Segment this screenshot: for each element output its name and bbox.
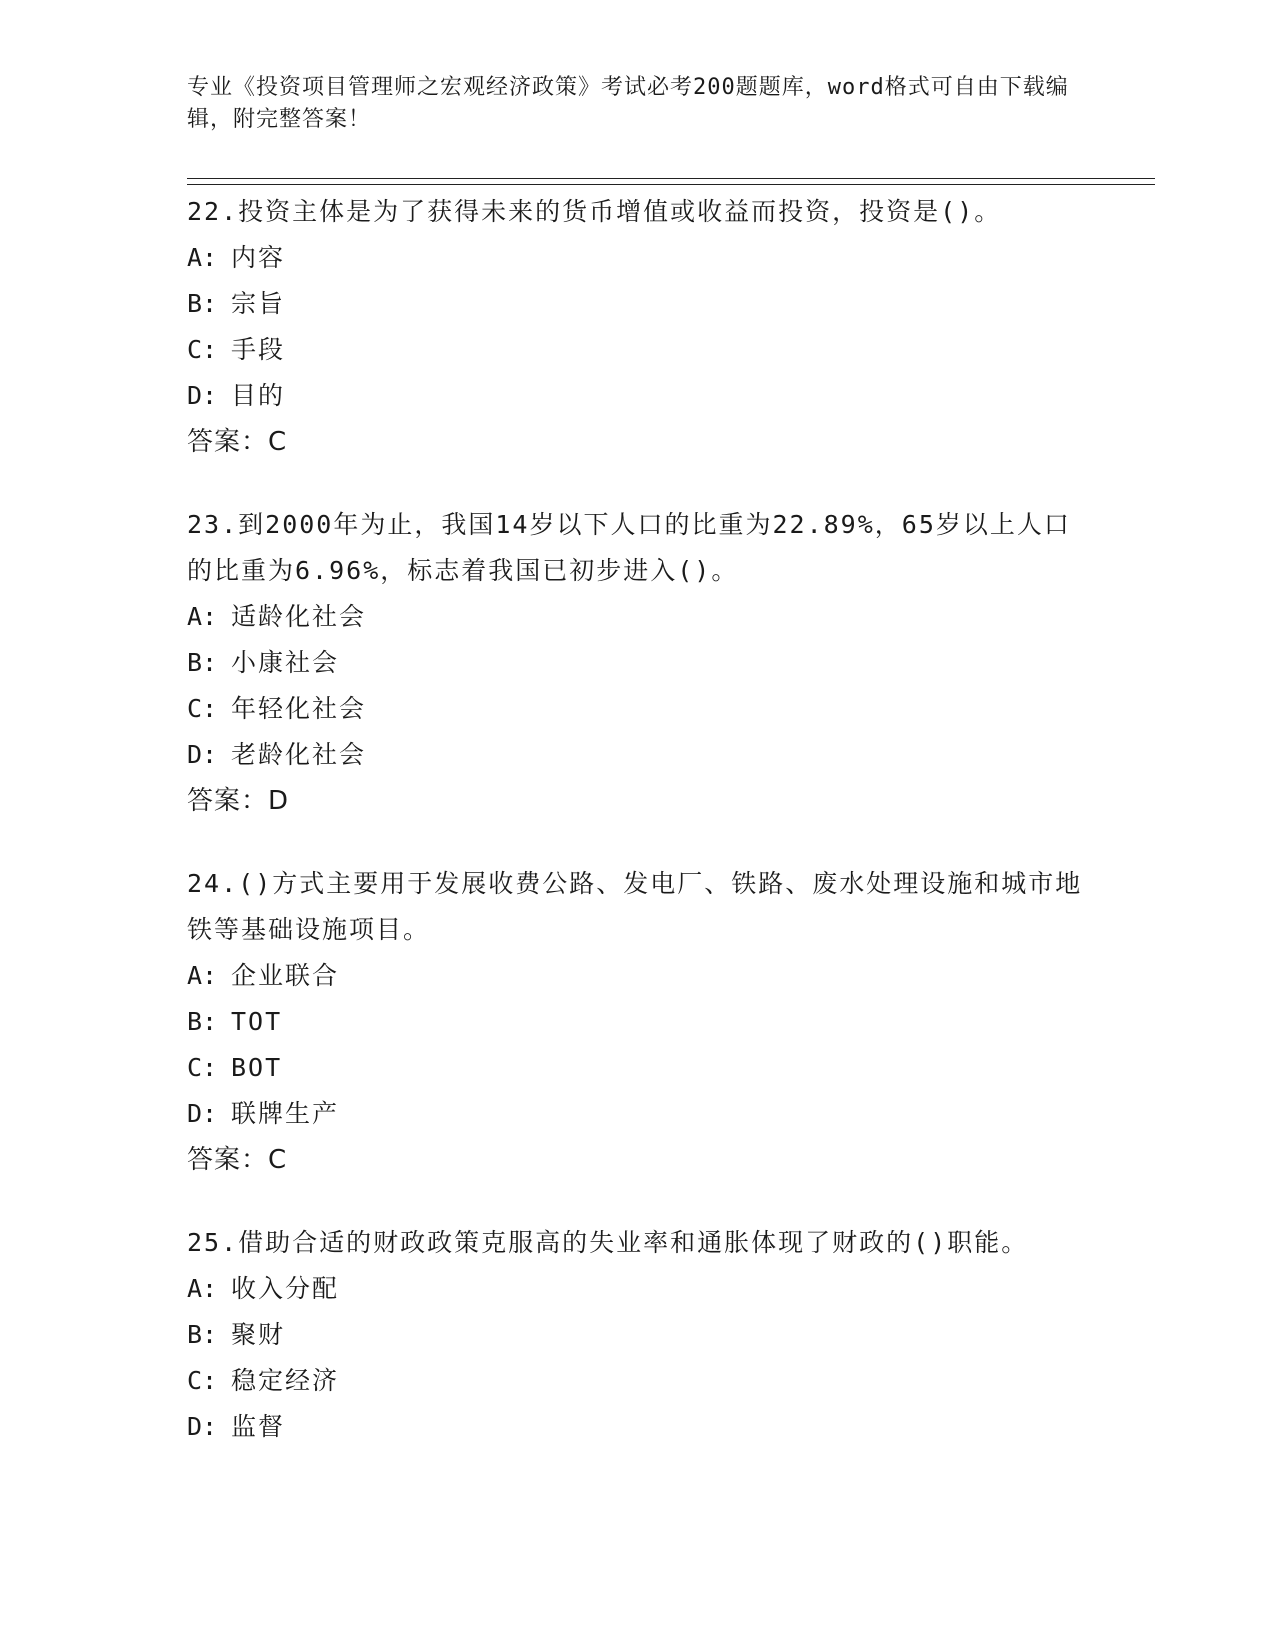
option-text: 年轻化社会: [231, 694, 367, 723]
question-text: 23.到2000年为止，我国14岁以下人口的比重为22.89%，65岁以上人口的比重为6.96%，标志着我国已初步进入()。: [187, 510, 1071, 585]
option-text: 联牌生产: [231, 1099, 340, 1128]
option-text: TOT: [231, 1007, 283, 1036]
option-text: 手段: [231, 335, 286, 364]
option-a: [187, 235, 1087, 281]
option-letter: C:: [187, 1053, 218, 1082]
option-letter: C:: [187, 1366, 218, 1395]
answer-label: 答案：D: [187, 786, 290, 816]
option-text: 适龄化社会: [231, 602, 367, 631]
answer-label: 答案：C: [187, 1145, 288, 1175]
question-25: [187, 1220, 1087, 1450]
question-text: 25.借助合适的财政政策克服高的失业率和通胀体现了财政的()职能。: [187, 1228, 1029, 1257]
option-a: [187, 953, 1087, 999]
option-text: BOT: [231, 1053, 283, 1082]
option-letter: A:: [187, 243, 218, 272]
option-c: [187, 1045, 1087, 1091]
header-rule-bottom: [187, 184, 1155, 185]
question-text: 24.()方式主要用于发展收费公路、发电厂、铁路、废水处理设施和城市地铁等基础设施项目。: [187, 869, 1083, 944]
option-c: [187, 327, 1087, 373]
option-letter: A:: [187, 961, 218, 990]
option-c: [187, 686, 1087, 732]
option-b: [187, 640, 1087, 686]
option-letter: C:: [187, 694, 218, 723]
option-text: 老龄化社会: [231, 740, 367, 769]
question-24: [187, 861, 1087, 1183]
option-a: [187, 594, 1087, 640]
option-d: [187, 1404, 1087, 1450]
option-text: 企业联合: [231, 961, 340, 990]
option-b: [187, 1312, 1087, 1358]
option-text: 宗旨: [231, 289, 286, 318]
option-text: 稳定经济: [231, 1366, 340, 1395]
option-letter: B:: [187, 648, 218, 677]
question-22: [187, 189, 1087, 465]
option-letter: D:: [187, 381, 218, 410]
option-a: [187, 1266, 1087, 1312]
option-letter: D:: [187, 1099, 218, 1128]
question-text: 22.投资主体是为了获得未来的货币增值或收益而投资，投资是()。: [187, 197, 1002, 226]
option-b: [187, 999, 1087, 1045]
option-d: [187, 1091, 1087, 1137]
option-b: [187, 281, 1087, 327]
document-header: 专业《投资项目管理师之宏观经济政策》考试必考200题题库，word格式可自由下载编辑，附完整答案！: [187, 75, 1069, 132]
header-rule-top: [187, 178, 1155, 179]
option-d: [187, 732, 1087, 778]
option-letter: A:: [187, 602, 218, 631]
option-letter: B:: [187, 289, 218, 318]
answer-label: 答案：C: [187, 427, 288, 457]
option-letter: B:: [187, 1320, 218, 1349]
option-letter: D:: [187, 740, 218, 769]
option-c: [187, 1358, 1087, 1404]
question-list: [187, 189, 1087, 1487]
option-text: 目的: [231, 381, 286, 410]
option-letter: A:: [187, 1274, 218, 1303]
option-text: 小康社会: [231, 648, 340, 677]
question-23: [187, 502, 1087, 824]
option-text: 收入分配: [231, 1274, 340, 1303]
option-text: 监督: [231, 1412, 286, 1441]
option-text: 聚财: [231, 1320, 286, 1349]
option-letter: D:: [187, 1412, 218, 1441]
option-d: [187, 373, 1087, 419]
option-letter: C:: [187, 335, 218, 364]
option-text: 内容: [231, 243, 286, 272]
option-letter: B:: [187, 1007, 218, 1036]
